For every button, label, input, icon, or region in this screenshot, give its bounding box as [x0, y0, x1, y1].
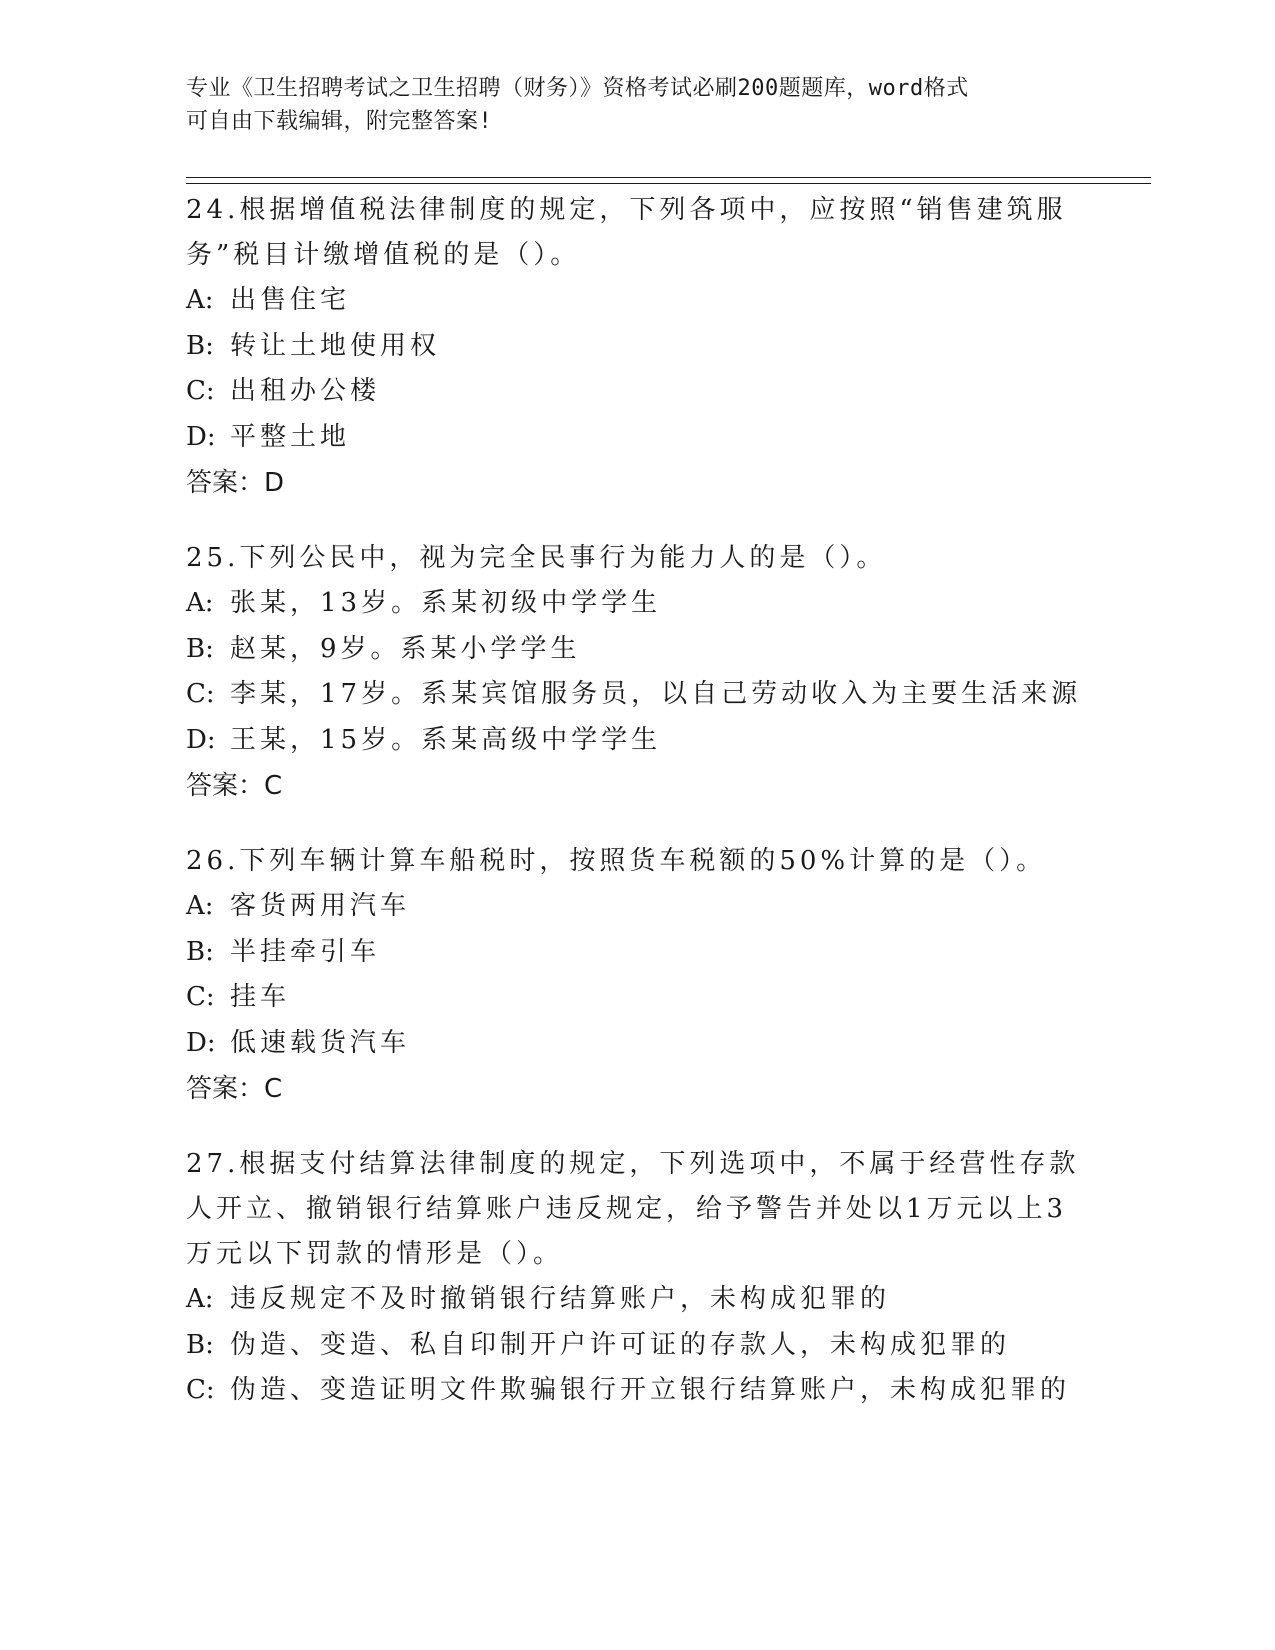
- question-27: [186, 1142, 1086, 1414]
- option-letter: B:: [186, 936, 214, 967]
- option-text: 低速载货汽车: [230, 1027, 411, 1058]
- option-text: 伪造、变造证明文件欺骗银行开立银行结算账户，未构成犯罪的: [230, 1375, 1071, 1405]
- option-text: 王某，15岁。系某高级中学学生: [230, 724, 662, 755]
- question-26: [186, 839, 1086, 1112]
- option-a: [186, 581, 1086, 627]
- option-text: 转让土地使用权: [230, 330, 441, 361]
- option-text: 出售住宅: [230, 285, 351, 315]
- answer-line: 答案：D: [186, 468, 285, 498]
- answer-line: 答案：C: [186, 1074, 283, 1104]
- option-text: 赵某，9岁。系某小学学生: [230, 633, 581, 664]
- option-text: 出租办公楼: [230, 376, 381, 406]
- option-letter: C:: [186, 982, 215, 1012]
- option-letter: A:: [186, 1284, 214, 1314]
- option-letter: D:: [186, 421, 216, 452]
- question-stem: 27.根据支付结算法律制度的规定，下列选项中，不属于经营性存款人开立、撤销银行结算账户违反规定，给予警告并处以1万元以上3万元以下罚款的情形是（）。: [186, 1149, 1080, 1269]
- question-stem: 25.下列公民中，视为完全民事行为能力人的是（）。: [186, 543, 887, 573]
- option-b: [186, 324, 1086, 370]
- option-text: 挂车: [230, 982, 291, 1012]
- question-stem: 26.下列车辆计算车船税时，按照货车税额的50%计算的是（）。: [186, 846, 1047, 876]
- option-letter: C:: [186, 679, 215, 709]
- header-line-2: 可自由下载编辑，附完整答案!: [186, 109, 493, 134]
- option-text: 伪造、变造、私自印制开户许可证的存款人，未构成犯罪的: [230, 1329, 1011, 1360]
- answer-line: 答案：C: [186, 771, 283, 801]
- option-c: [186, 975, 1086, 1021]
- option-b: [186, 627, 1086, 673]
- option-letter: D:: [186, 1027, 216, 1058]
- header-rule-bottom: [186, 183, 1151, 184]
- option-text: 李某，17岁。系某宾馆服务员，以自己劳动收入为主要生活来源: [230, 679, 1082, 709]
- option-letter: B:: [186, 1329, 214, 1360]
- option-c: [186, 1368, 1086, 1414]
- option-text: 半挂牵引车: [230, 936, 381, 967]
- question-24: [186, 188, 1086, 506]
- option-letter: C:: [186, 1375, 215, 1405]
- option-letter: B:: [186, 330, 214, 361]
- option-letter: D:: [186, 724, 216, 755]
- header-line-1: 专业《卫生招聘考试之卫生招聘（财务）》资格考试必刷200题题库，word格式: [186, 76, 969, 101]
- question-stem: 24.根据增值税法律制度的规定，下列各项中，应按照“销售建筑服务”税目计缴增值税的是（）。: [186, 195, 1067, 270]
- option-a: [186, 884, 1086, 930]
- option-b: [186, 1323, 1086, 1369]
- option-letter: C:: [186, 376, 215, 406]
- option-a: [186, 1277, 1086, 1323]
- option-d: [186, 718, 1086, 764]
- option-b: [186, 930, 1086, 976]
- question-25: [186, 536, 1086, 809]
- option-letter: B:: [186, 633, 214, 664]
- option-letter: A:: [186, 285, 214, 315]
- option-text: 平整土地: [230, 421, 351, 452]
- option-letter: A:: [186, 588, 214, 618]
- option-a: [186, 278, 1086, 324]
- option-c: [186, 672, 1086, 718]
- option-d: [186, 1021, 1086, 1067]
- option-d: [186, 415, 1086, 461]
- document-header: [186, 72, 1086, 138]
- question-list: [186, 188, 1086, 1444]
- option-letter: A:: [186, 891, 214, 921]
- option-text: 客货两用汽车: [230, 891, 411, 921]
- option-text: 违反规定不及时撤销银行结算账户，未构成犯罪的: [230, 1284, 891, 1314]
- option-c: [186, 369, 1086, 415]
- header-rule-top: [186, 177, 1151, 178]
- option-text: 张某，13岁。系某初级中学学生: [230, 588, 662, 618]
